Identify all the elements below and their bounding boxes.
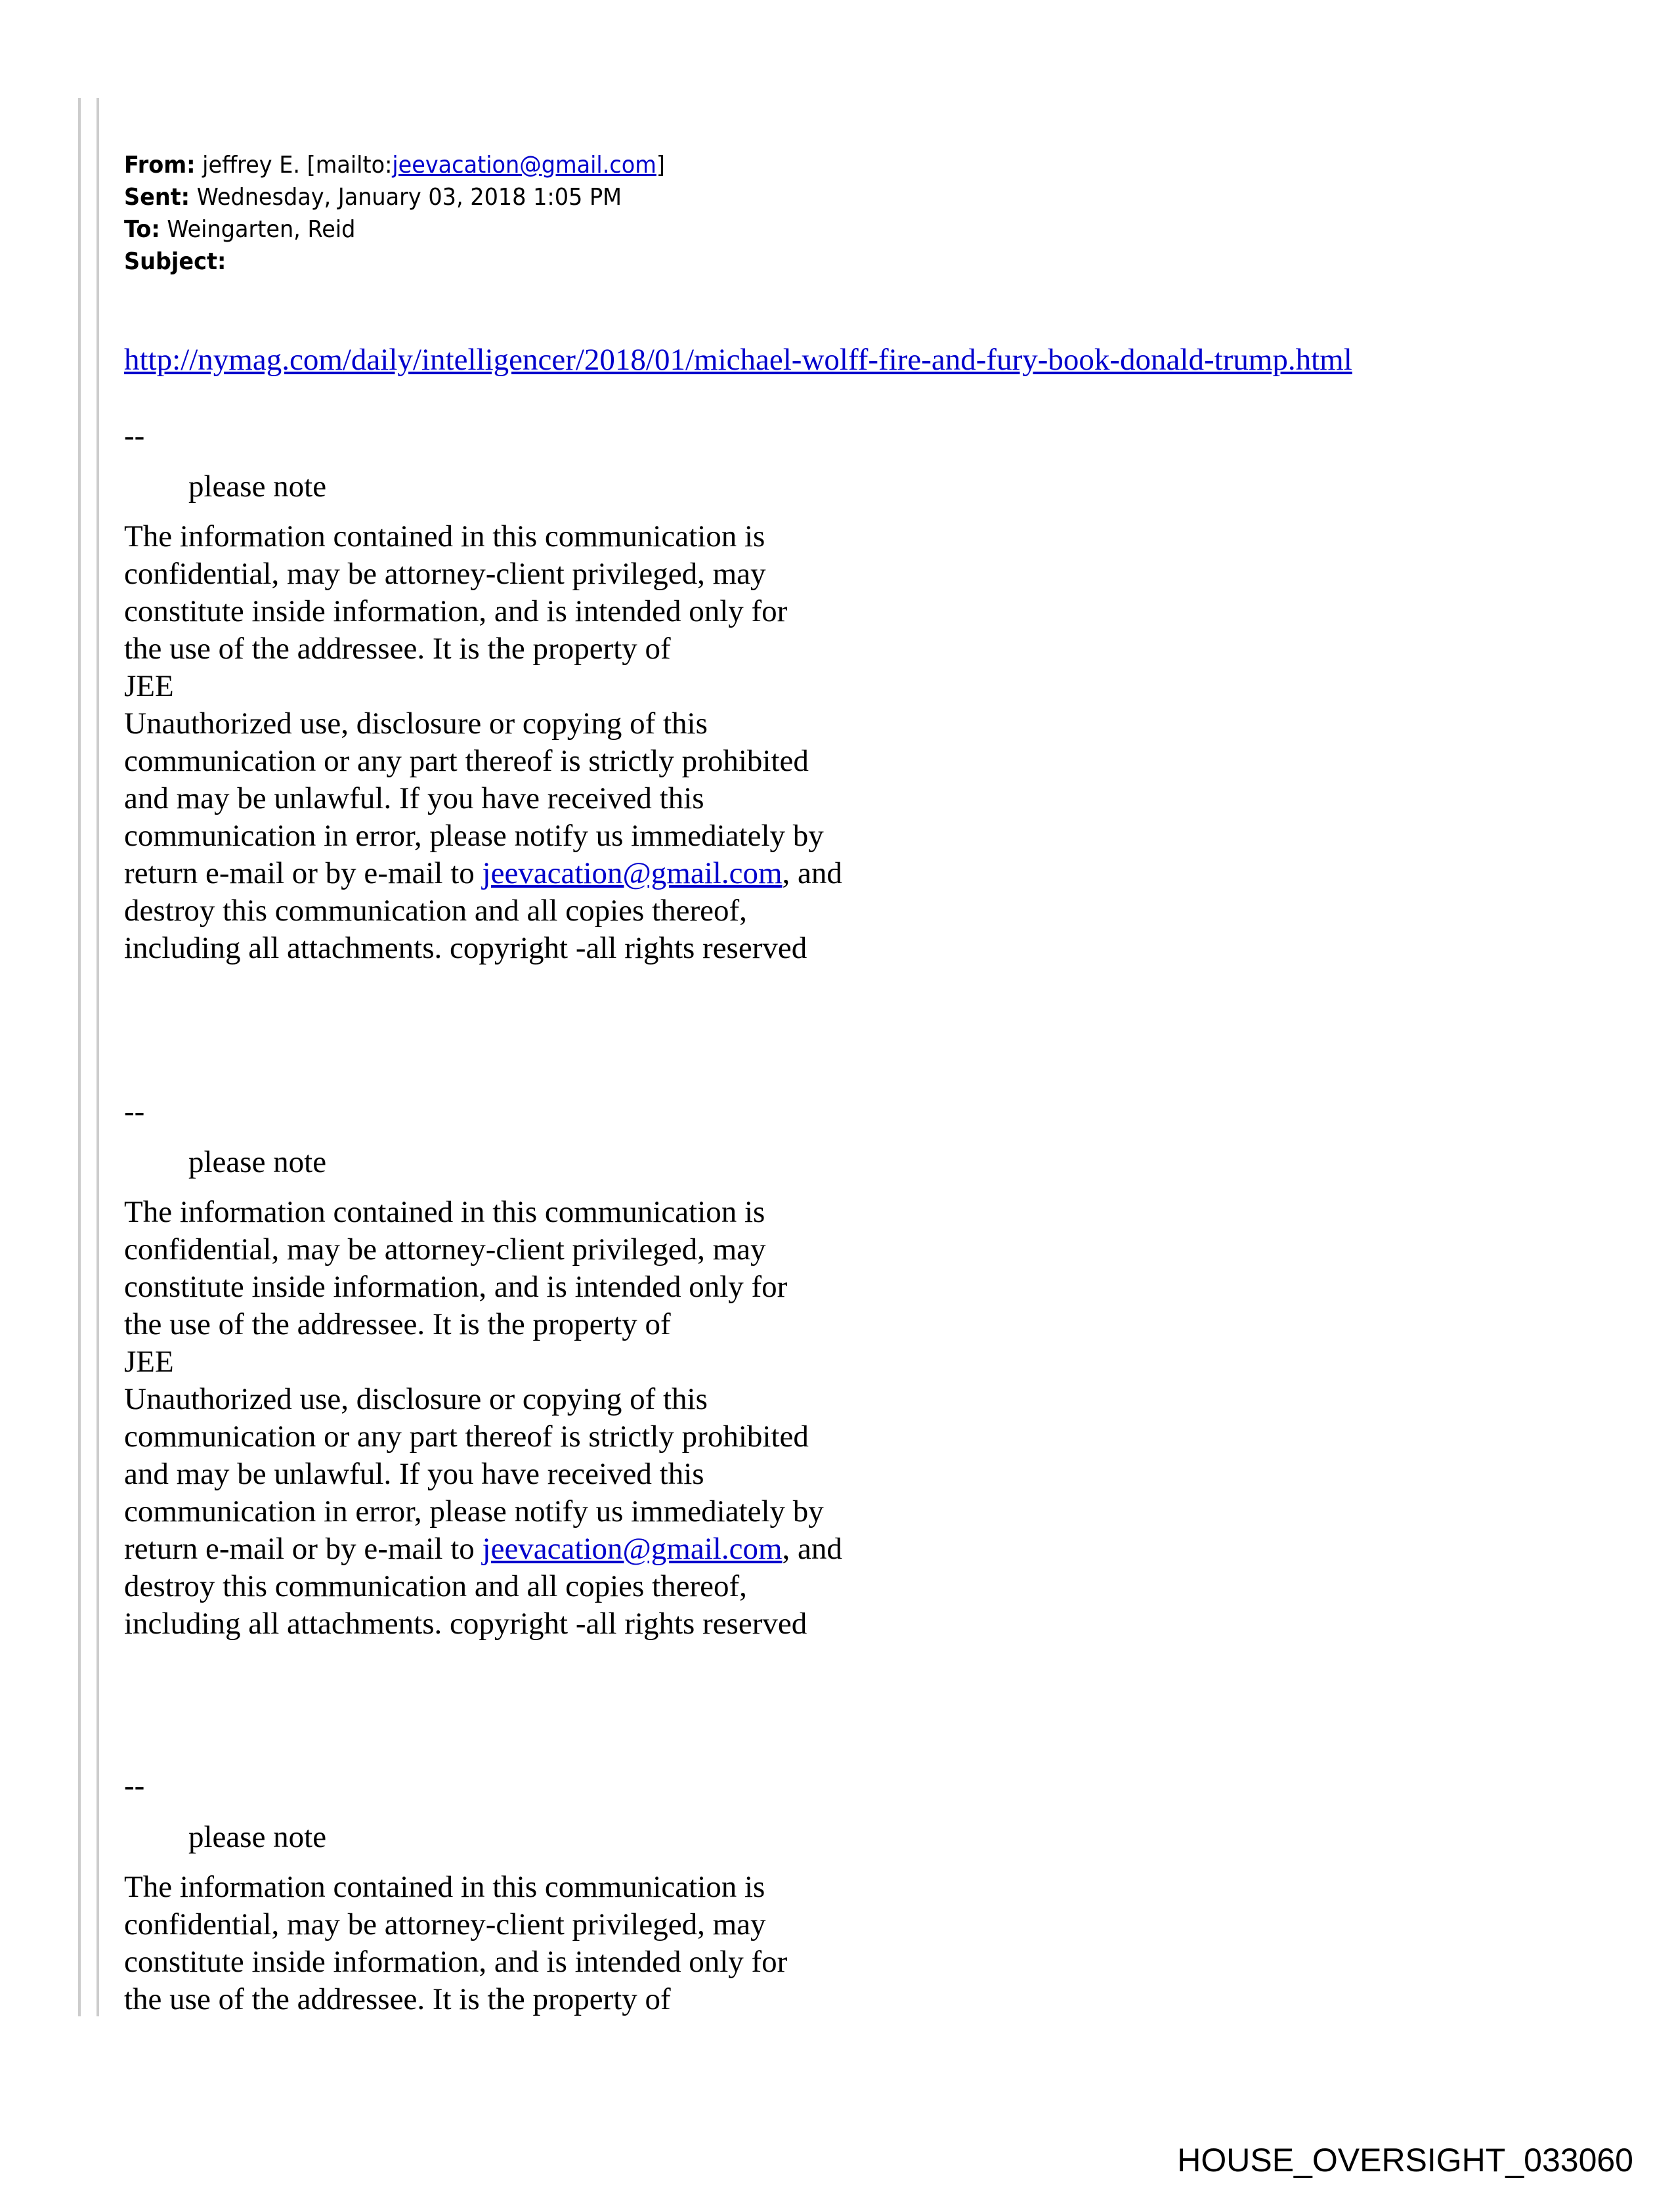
disclaimer-line: constitute inside information, and is intended only for [124, 1945, 788, 1979]
disclaimer-return-line [124, 855, 842, 892]
return-text: return e-mail or by e-mail to [124, 1532, 483, 1566]
disclaimer-line: communication or any part thereof is strictly prohibited [124, 744, 809, 778]
disclaimer-line: The information contained in this communication is [124, 519, 765, 553]
disclaimer-line: communication or any part thereof is strictly prohibited [124, 1420, 809, 1454]
header-to [124, 213, 355, 246]
disclaimer-line: JEE [124, 669, 174, 703]
disclaimer-line: confidential, may be attorney-client privileged, may [124, 557, 766, 591]
from-label: From: [124, 152, 196, 179]
disclaimer-line: the use of the addressee. It is the property of [124, 1307, 671, 1341]
disclaimer-line: The information contained in this communication is [124, 1195, 765, 1229]
disclaimer-line: The information contained in this communication is [124, 1870, 765, 1904]
from-name: jeffrey E. [mailto: [202, 152, 393, 179]
please-note: please note [188, 1820, 327, 1854]
signature-separator: -- [124, 1095, 145, 1129]
article-link[interactable]: http://nymag.com/daily/intelligencer/2018/01/michael-wolff-fire-and-fury-book-donald-trump.html [124, 343, 1352, 377]
sent-label: Sent: [124, 184, 190, 211]
disclaimer-line: and may be unlawful. If you have received this [124, 781, 704, 815]
disclaimer-line: the use of the addressee. It is the property of [124, 632, 671, 666]
return-text-post: , and [782, 856, 842, 890]
disclaimer-line: and may be unlawful. If you have received this [124, 1457, 704, 1491]
quote-bar-outer [78, 98, 81, 2016]
please-note: please note [188, 1145, 327, 1179]
disclaimer-line: including all attachments. copyright -all rights reserved [124, 931, 807, 965]
disclaimer-line: Unauthorized use, disclosure or copying of this [124, 706, 708, 741]
disclaimer-line: JEE [124, 1345, 174, 1379]
sent-value: Wednesday, January 03, 2018 1:05 PM [196, 184, 622, 211]
signature-separator: -- [124, 419, 145, 453]
body-url-line [124, 341, 1352, 379]
disclaimer-line: destroy this communication and all copies thereof, [124, 894, 747, 928]
subject-label: Subject: [124, 248, 226, 275]
to-label: To: [124, 216, 160, 243]
bates-number: HOUSE_OVERSIGHT_033060 [1177, 2142, 1633, 2179]
from-email-link[interactable]: jeevacation@gmail.com [392, 152, 656, 179]
disclaimer-line: Unauthorized use, disclosure or copying of this [124, 1382, 708, 1416]
header-from [124, 149, 665, 181]
return-text: return e-mail or by e-mail to [124, 856, 483, 890]
to-value: Weingarten, Reid [167, 216, 356, 243]
return-text-post: , and [782, 1532, 842, 1566]
signature-separator: -- [124, 1769, 145, 1803]
header-subject [124, 246, 226, 278]
disclaimer-line: confidential, may be attorney-client privileged, may [124, 1232, 766, 1267]
disclaimer-line: the use of the addressee. It is the property of [124, 1982, 671, 2016]
please-note: please note [188, 469, 327, 504]
disclaimer-line: communication in error, please notify us immediately by [124, 1494, 824, 1529]
disclaimer-line: destroy this communication and all copies thereof, [124, 1569, 747, 1603]
disclaimer-line: constitute inside information, and is intended only for [124, 594, 788, 628]
disclaimer-email-link[interactable]: jeevacation@gmail.com [482, 856, 783, 890]
from-close: ] [656, 152, 665, 179]
disclaimer-line: confidential, may be attorney-client privileged, may [124, 1907, 766, 1941]
disclaimer-line: including all attachments. copyright -all rights reserved [124, 1607, 807, 1641]
disclaimer-return-line [124, 1530, 842, 1568]
disclaimer-email-link[interactable]: jeevacation@gmail.com [482, 1532, 783, 1566]
header-sent [124, 181, 622, 213]
quote-bar-inner [97, 98, 99, 2016]
disclaimer-line: communication in error, please notify us immediately by [124, 819, 824, 853]
disclaimer-line: constitute inside information, and is intended only for [124, 1270, 788, 1304]
